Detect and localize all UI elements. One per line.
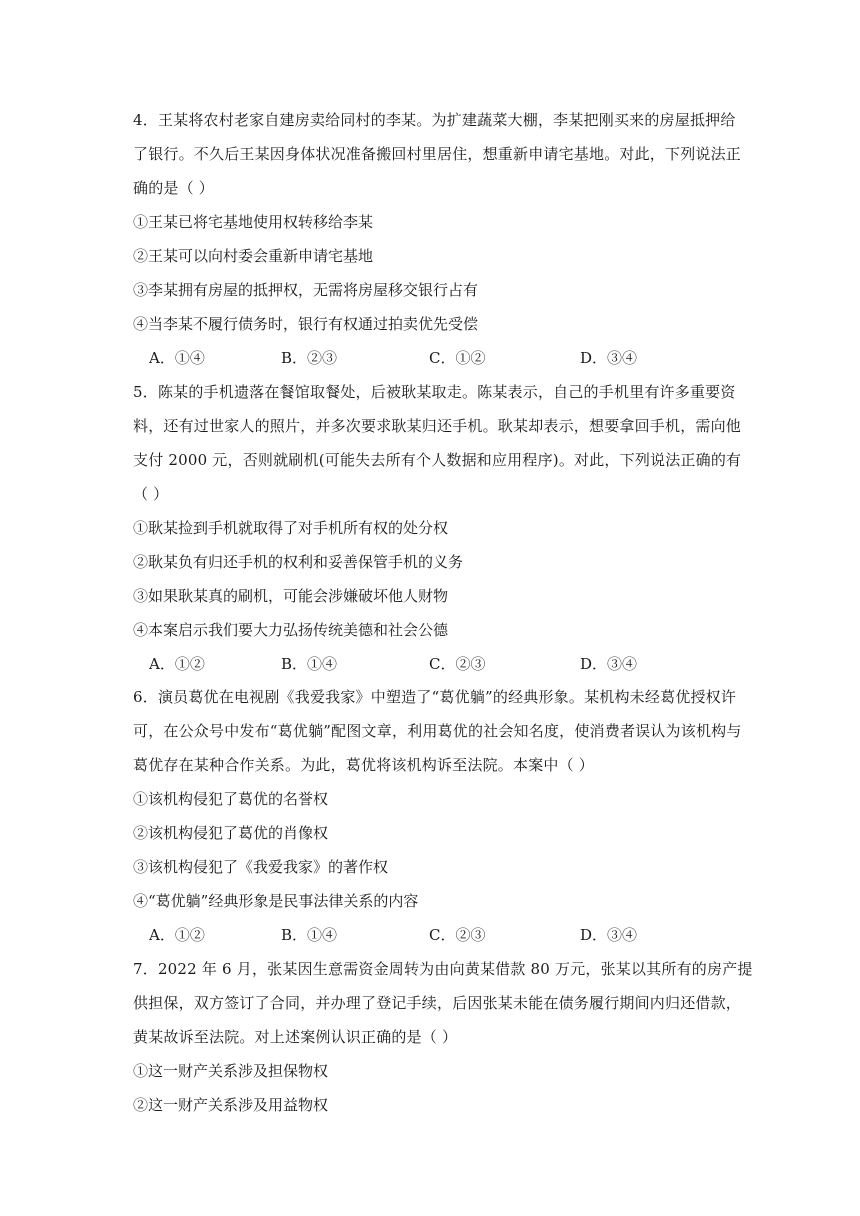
question-5 <box>133 375 742 681</box>
question-stem-line: 可，在公众号中发布“葛优躺”配图文章，利用葛优的社会知名度，使消费者误认为该机构与 <box>133 722 742 740</box>
statement-2: ②王某可以向村委会重新申请宅基地 <box>133 247 374 265</box>
statement-3: ③李某拥有房屋的抵押权，无需将房屋移交银行占有 <box>133 281 479 299</box>
question-stem-line: 5．陈某的手机遗落在餐馆取餐处，后被耿某取走。陈某表示，自己的手机里有许多重要资 <box>133 383 736 401</box>
statement-1: ①该机构侵犯了葛优的名誉权 <box>133 790 329 808</box>
statement-4: ④本案启示我们要大力弘扬传统美德和社会公德 <box>133 621 449 639</box>
question-stem-line: 供担保，双方签订了合同，并办理了登记手续，后因张某未能在债务履行期间内归还借款， <box>133 994 742 1012</box>
statement-1: ①这一财产关系涉及担保物权 <box>133 1062 329 1080</box>
statement-4: ④“葛优躺”经典形象是民事法律关系的内容 <box>133 892 419 910</box>
question-stem-line: （ ） <box>133 485 169 503</box>
choice-d[interactable]: D．③④ <box>580 926 638 944</box>
question-7 <box>133 952 753 1122</box>
choice-b[interactable]: B．②③ <box>281 349 338 367</box>
choice-c[interactable]: C．②③ <box>429 926 486 944</box>
question-stem-line: 支付 2000 元，否则就刷机(可能失去所有个人数据和应用程序)。对此，下列说法正确的有 <box>133 451 742 469</box>
answer-choices <box>133 647 733 681</box>
question-stem-line: 葛优存在某种合作关系。为此，葛优将该机构诉至法院。本案中（ ） <box>133 756 594 774</box>
choice-a[interactable]: A．①② <box>149 655 205 673</box>
statement-3: ③该机构侵犯了《我爱我家》的著作权 <box>133 858 389 876</box>
choice-a[interactable]: A．①② <box>149 926 205 944</box>
question-stem-line: 料，还有过世家人的照片，并多次要求耿某归还手机。耿某却表示，想要拿回手机，需向他 <box>133 417 742 435</box>
question-stem-line: 了银行。不久后王某因身体状况准备搬回村里居住，想重新申请宅基地。对此，下列说法正 <box>133 145 742 163</box>
statement-2: ②耿某负有归还手机的权利和妥善保管手机的义务 <box>133 553 464 571</box>
question-stem-line: 6．演员葛优在电视剧《我爱我家》中塑造了“葛优躺”的经典形象。某机构未经葛优授权许 <box>133 688 737 706</box>
question-stem-line: 7．2022 年 6 月，张某因生意需资金周转为由向黄某借款 80 万元，张某以其所有的房产提 <box>133 960 753 978</box>
statement-2: ②该机构侵犯了葛优的肖像权 <box>133 824 329 842</box>
statement-4: ④当李某不履行债务时，银行有权通过拍卖优先受偿 <box>133 315 479 333</box>
question-stem-line: 黄某故诉至法院。对上述案例认识正确的是（ ） <box>133 1028 458 1046</box>
answer-choices <box>133 341 733 375</box>
statement-1: ①王某已将宅基地使用权转移给李某 <box>133 213 374 231</box>
question-4 <box>133 103 742 375</box>
question-6 <box>133 680 742 952</box>
question-stem-line: 4．王某将农村老家自建房卖给同村的李某。为扩建蔬菜大棚，李某把刚买来的房屋抵押给 <box>133 111 736 129</box>
choice-d[interactable]: D．③④ <box>580 349 638 367</box>
choice-c[interactable]: C．②③ <box>429 655 486 673</box>
choice-a[interactable]: A．①④ <box>149 349 205 367</box>
statement-2: ②这一财产关系涉及用益物权 <box>133 1096 329 1114</box>
choice-c[interactable]: C．①② <box>429 349 486 367</box>
choice-d[interactable]: D．③④ <box>580 655 638 673</box>
question-stem-line: 确的是（ ） <box>133 179 214 197</box>
choice-b[interactable]: B．①④ <box>281 926 338 944</box>
choice-b[interactable]: B．①④ <box>281 655 338 673</box>
statement-1: ①耿某捡到手机就取得了对手机所有权的处分权 <box>133 519 449 537</box>
statement-3: ③如果耿某真的刷机，可能会涉嫌破坏他人财物 <box>133 587 449 605</box>
answer-choices <box>133 918 733 952</box>
